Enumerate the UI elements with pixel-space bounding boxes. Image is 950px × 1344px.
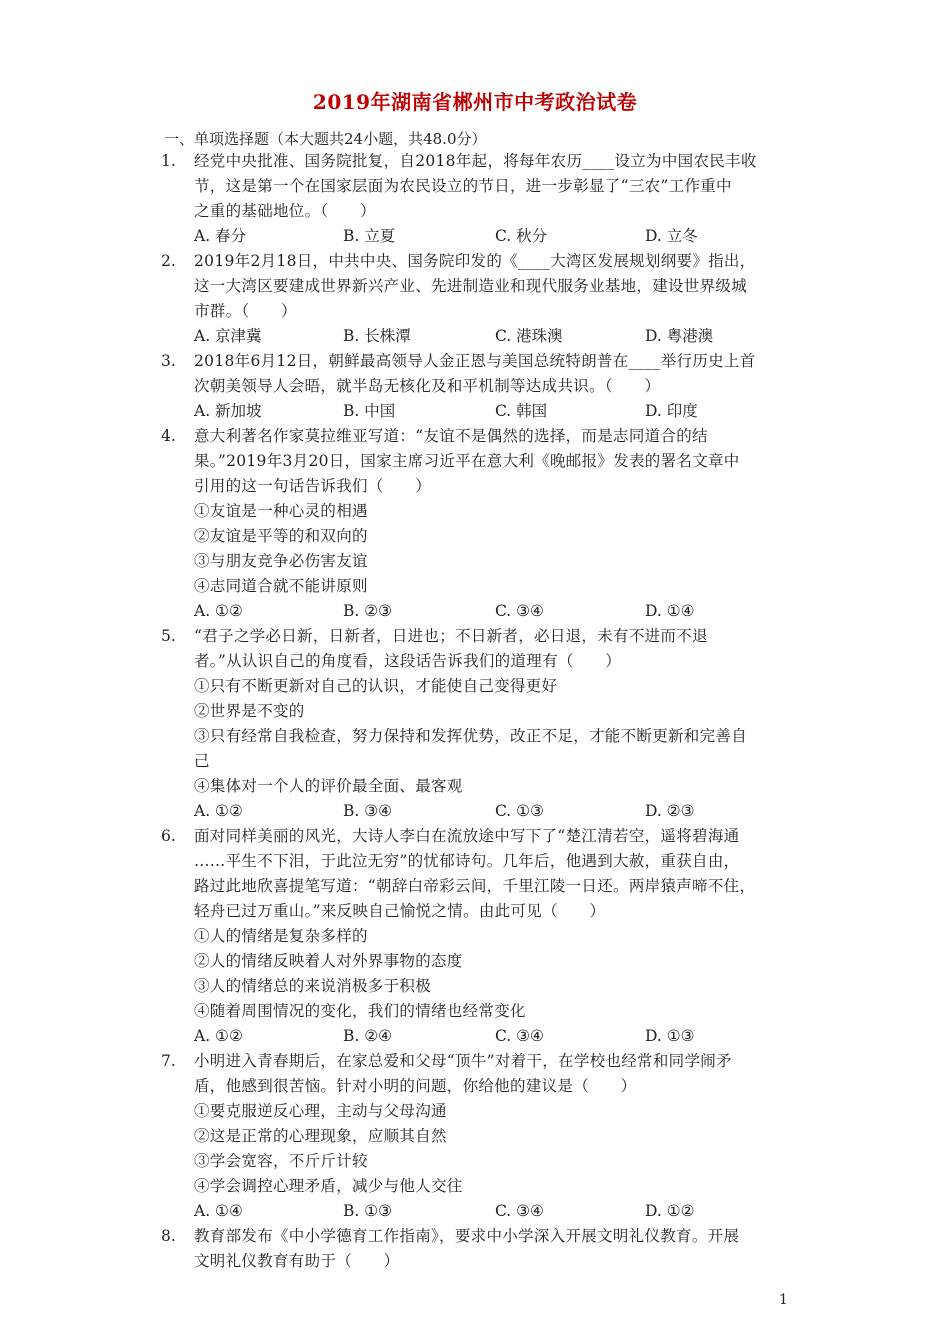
question-text-line: ②这是正常的心理现象，应顺其自然 <box>194 1127 447 1145</box>
question-text-line: 面对同样美丽的风光，大诗人李白在流放途中写下了“楚江清若空，遥将碧海通 <box>194 827 740 845</box>
question-number: 4. <box>161 427 176 445</box>
question-text-line: ①只有不断更新对自己的认识，才能使自己变得更好 <box>194 677 558 695</box>
question-text-line: 果。”2019年3月20日，国家主席习近平在意大利《晚邮报》发表的署名文章中 <box>194 452 740 470</box>
question-text-line: ②人的情绪反映着人对外界事物的态度 <box>194 952 463 970</box>
question-text-line: “君子之学必日新，日新者，日进也；不日新者，必日退，未有不进而不退 <box>194 627 708 645</box>
question-text-line: ②友谊是平等的和双向的 <box>194 527 368 545</box>
question-text-line: ②世界是不变的 <box>194 702 305 720</box>
question-text-line: ……平生不下泪，于此泣无穷”的忧郁诗句。几年后，他遇到大赦，重获自由， <box>194 852 740 870</box>
question-text-line: ①人的情绪是复杂多样的 <box>194 927 368 945</box>
answer-option-a: A. 春分 <box>194 227 247 245</box>
question-text-line: 文明礼仪教育有助于（ ） <box>194 1252 400 1270</box>
answer-option-c: C. ①③ <box>495 802 544 820</box>
answer-option-c: C. ③④ <box>495 1202 544 1220</box>
question-item <box>0 424 950 624</box>
question-item <box>0 1224 950 1274</box>
question-text-line: ③只有经常自我检查，努力保持和发挥优势，改正不足，才能不断更新和完善自 <box>194 727 748 745</box>
question-body <box>194 149 794 249</box>
question-text-line: ④志同道合就不能讲原则 <box>194 577 368 595</box>
answer-option-b: B. ③④ <box>343 802 393 820</box>
question-text-line: 教育部发布《中小学德育工作指南》，要求中小学深入开展文明礼仪教育。开展 <box>194 1227 740 1245</box>
question-text-line: 经党中央批准、国务院批复，自2018年起，将每年农历____设立为中国农民丰收 <box>194 152 757 170</box>
question-body <box>194 424 794 624</box>
answer-options <box>194 799 794 824</box>
question-text-line: ④随着周围情况的变化，我们的情绪也经常变化 <box>194 1002 526 1020</box>
question-text-line: 2019年2月18日，中共中央、国务院印发的《____大湾区发展规划纲要》指出， <box>194 252 756 270</box>
question-text-line: 这一大湾区要建成世界新兴产业、先进制造业和现代服务业基地，建设世界级城 <box>194 277 748 295</box>
question-text-line: ③人的情绪总的来说消极多于积极 <box>194 977 432 995</box>
answer-option-b: B. 中国 <box>343 402 396 420</box>
question-body <box>194 249 794 349</box>
answer-option-a: A. 京津冀 <box>194 327 262 345</box>
answer-options <box>194 399 794 424</box>
answer-option-b: B. ②④ <box>343 1027 393 1045</box>
question-body <box>194 349 794 424</box>
question-text-line: ③与朋友竞争必伤害友谊 <box>194 552 368 570</box>
exam-title: 2019年湖南省郴州市中考政治试卷 <box>312 90 638 114</box>
question-text-line: ①友谊是一种心灵的相遇 <box>194 502 368 520</box>
answer-option-c: C. 韩国 <box>495 402 548 420</box>
answer-option-b: B. 立夏 <box>343 227 396 245</box>
question-number: 1. <box>161 152 176 170</box>
answer-option-d: D. 立冬 <box>645 227 698 245</box>
question-text-line: 路过此地欣喜提笔写道：“朝辞白帝彩云间，千里江陵一日还。两岸猿声啼不住， <box>194 877 756 895</box>
question-text-line: 者。”从认识自己的角度看，这段话告诉我们的道理有（ ） <box>194 652 622 670</box>
answer-options <box>194 1024 794 1049</box>
question-number: 6. <box>161 827 176 845</box>
answer-options <box>194 599 794 624</box>
answer-option-a: A. ①② <box>194 802 243 820</box>
question-item <box>0 149 950 249</box>
question-text-line: 盾，他感到很苦恼。针对小明的问题，你给他的建议是（ ） <box>194 1077 637 1095</box>
answer-option-a: A. ①② <box>194 1027 243 1045</box>
answer-option-a: A. ①④ <box>194 1202 243 1220</box>
question-body <box>194 1049 794 1224</box>
question-text-line: ④学会调控心理矛盾，减少与他人交往 <box>194 1177 463 1195</box>
answer-option-b: B. 长株潭 <box>343 327 411 345</box>
answer-options <box>194 224 794 249</box>
page-number: 1 <box>779 1292 788 1308</box>
answer-options <box>194 324 794 349</box>
answer-option-d: D. 粤港澳 <box>645 327 714 345</box>
question-item <box>0 824 950 1049</box>
answer-option-c: C. ③④ <box>495 602 544 620</box>
question-number: 5. <box>161 627 176 645</box>
answer-option-b: B. ②③ <box>343 602 393 620</box>
question-number: 2. <box>161 252 176 270</box>
answer-option-d: D. ①③ <box>645 1027 695 1045</box>
question-text-line: 节，这是第一个在国家层面为农民设立的节日，进一步彰显了“三农”工作重中 <box>194 177 732 195</box>
question-text-line: ①要克服逆反心理，主动与父母沟通 <box>194 1102 447 1120</box>
question-body <box>194 624 794 824</box>
question-text-line: 意大利著名作家莫拉维亚写道：“友谊不是偶然的选择，而是志同道合的结 <box>194 427 708 445</box>
question-number: 7. <box>161 1052 176 1070</box>
section-heading: 一、单项选择题（本大题共24小题，共48.0分） <box>164 130 487 148</box>
answer-option-d: D. ①② <box>645 1202 695 1220</box>
answer-option-c: C. 秋分 <box>495 227 548 245</box>
question-text-line: 市群。（ ） <box>194 302 297 320</box>
answer-option-a: A. ①② <box>194 602 243 620</box>
question-text-line: ④集体对一个人的评价最全面、最客观 <box>194 777 463 795</box>
question-text-line: 次朝美领导人会晤，就半岛无核化及和平机制等达成共识。（ ） <box>194 377 661 395</box>
answer-options <box>194 1199 794 1224</box>
question-list <box>0 149 950 1274</box>
answer-option-c: C. 港珠澳 <box>495 327 563 345</box>
question-number: 3. <box>161 352 176 370</box>
question-item <box>0 1049 950 1224</box>
answer-option-d: D. 印度 <box>645 402 698 420</box>
question-text-line: ③学会宽容，不斤斤计较 <box>194 1152 368 1170</box>
question-item <box>0 249 950 349</box>
question-item <box>0 624 950 824</box>
question-text-line: 小明进入青春期后，在家总爱和父母“顶牛”对着干，在学校也经常和同学闹矛 <box>194 1052 732 1070</box>
question-body <box>194 1224 794 1274</box>
answer-option-d: D. ①④ <box>645 602 695 620</box>
question-number: 8. <box>161 1227 176 1245</box>
question-text-line: 引用的这一句话告诉我们（ ） <box>194 477 432 495</box>
question-text-line: 己 <box>194 752 210 770</box>
answer-option-b: B. ①③ <box>343 1202 393 1220</box>
question-text-line: 之重的基础地位。（ ） <box>194 202 376 220</box>
question-text-line: 2018年6月12日，朝鲜最高领导人金正恩与美国总统特朗普在____举行历史上首 <box>194 352 756 370</box>
question-item <box>0 349 950 424</box>
answer-option-d: D. ②③ <box>645 802 695 820</box>
answer-option-c: C. ③④ <box>495 1027 544 1045</box>
question-body <box>194 824 794 1049</box>
answer-option-a: A. 新加坡 <box>194 402 262 420</box>
question-text-line: 轻舟已过万重山。”来反映自己愉悦之情。由此可见（ ） <box>194 902 606 920</box>
